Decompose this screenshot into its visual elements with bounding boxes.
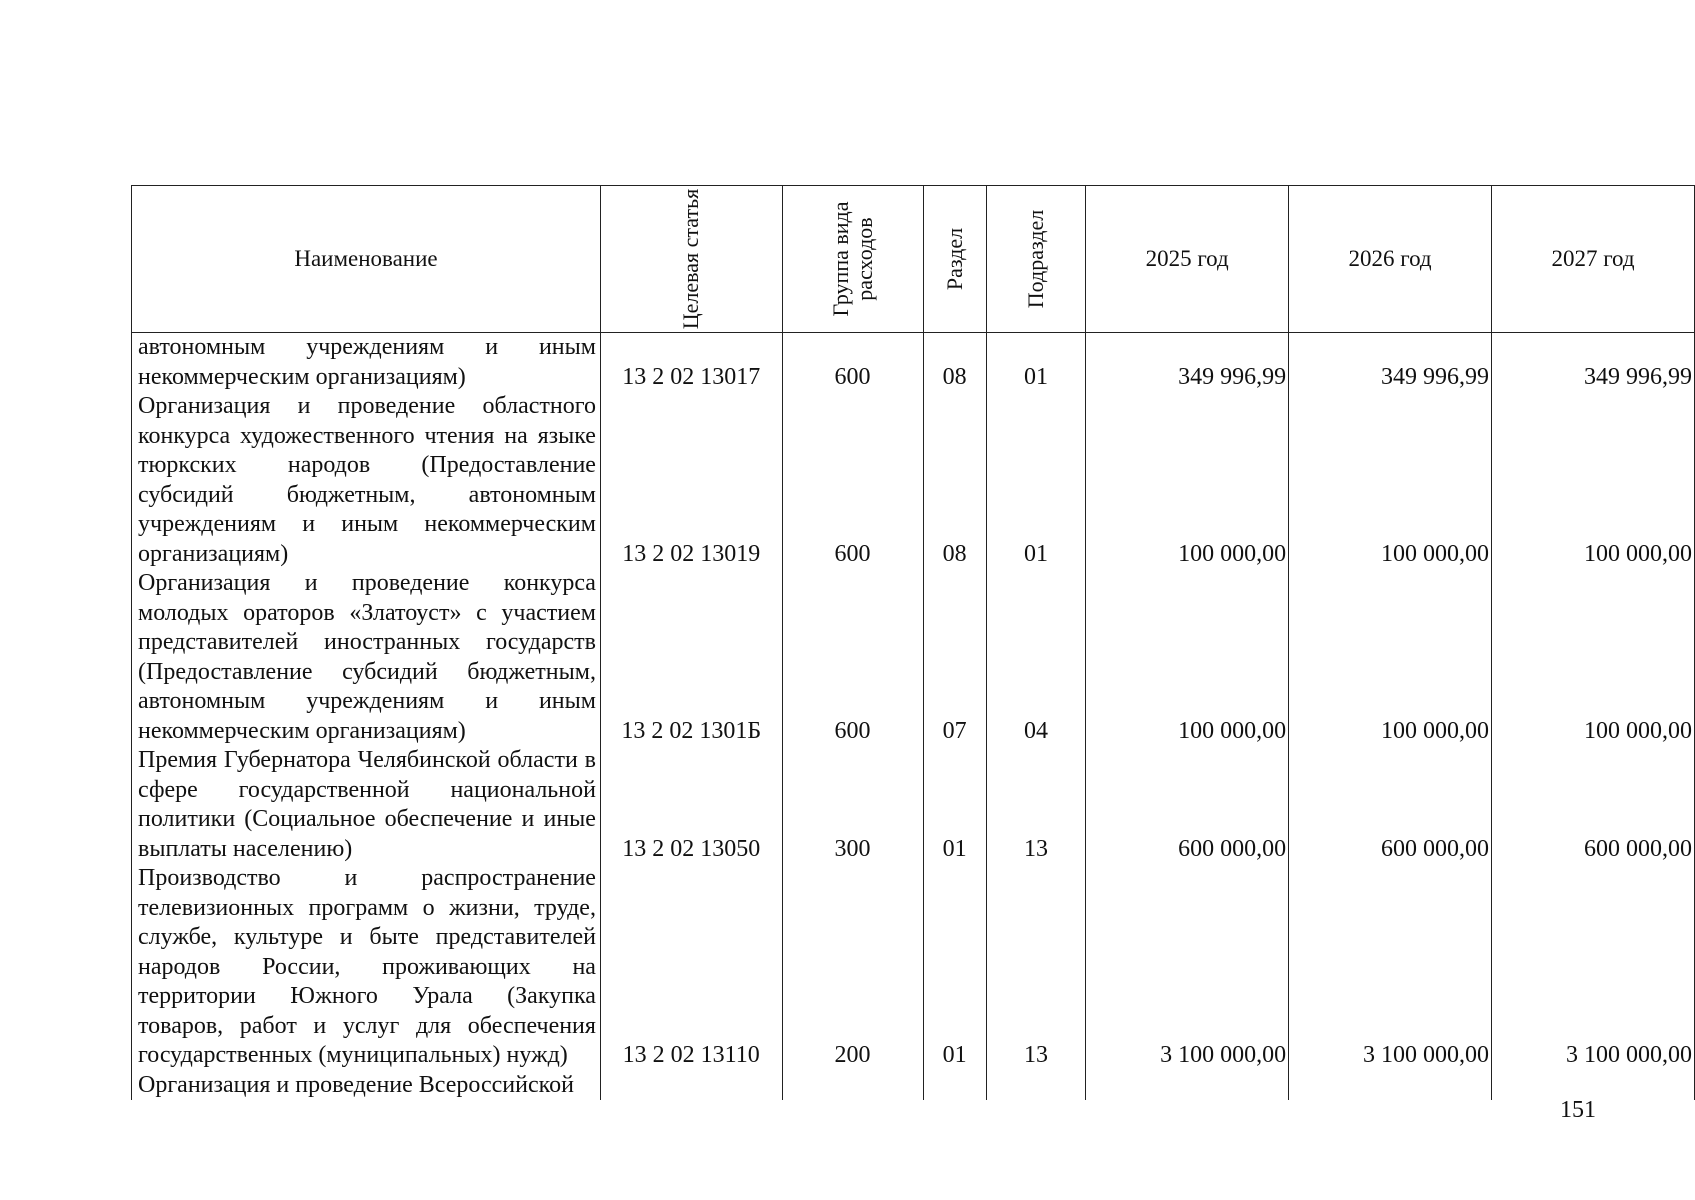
- row-code: 13 2 02 1301Б: [600, 569, 782, 746]
- row-2025: 100 000,00: [1086, 392, 1289, 569]
- row-2026: 100 000,00: [1289, 392, 1492, 569]
- table-row: [132, 333, 1695, 393]
- table-row: [132, 864, 1695, 1071]
- row-2025: 349 996,99: [1086, 333, 1289, 393]
- row-2025: 600 000,00: [1086, 746, 1289, 864]
- header-expense-group: [782, 186, 923, 333]
- row-2026: 349 996,99: [1289, 333, 1492, 393]
- row-subsection: 01: [986, 333, 1085, 393]
- budget-table: [131, 185, 1695, 1100]
- header-expense-group-label: Группа вида расходов: [827, 201, 877, 316]
- table-row: [132, 746, 1695, 864]
- row-code: 13 2 02 13019: [600, 392, 782, 569]
- row-2027: 100 000,00: [1492, 569, 1695, 746]
- budget-table-container: [131, 185, 1695, 1100]
- row-group: 600: [782, 392, 923, 569]
- row-2025: 3 100 000,00: [1086, 864, 1289, 1071]
- row-group: 200: [782, 864, 923, 1071]
- header-code-label: Целевая статья: [678, 188, 704, 330]
- row-code: 13 2 02 13050: [600, 746, 782, 864]
- row-name: Премия Губернатора Челябинской области в сфере государственной национальной политики (Социальное обеспечение и иные выплаты населению): [132, 746, 601, 864]
- header-name: Наименование: [132, 186, 601, 333]
- page-number: 151: [1560, 1097, 1596, 1123]
- row-section: 08: [923, 333, 986, 393]
- row-2025: [1086, 1071, 1289, 1101]
- row-section: 07: [923, 569, 986, 746]
- row-name: Производство и распространение телевизионных программ о жизни, труде, службе, культуре и быте представителей народов России, проживающих на территории Южного Урала (Закупка товаров, работ и услуг для обеспечения государственных (муниципальных) нужд): [132, 864, 601, 1071]
- row-name: Организация и проведение конкурса молодых ораторов «Златоуст» с участием представителей иностранных государств (Предоставление субсидий бюджетным, автономным учреждениям и иным некоммерческим организациям): [132, 569, 601, 746]
- row-section: 08: [923, 392, 986, 569]
- row-name: автономным учреждениям и иным некоммерческим организациям): [132, 333, 601, 393]
- row-name: Организация и проведение Всероссийской: [132, 1071, 601, 1101]
- row-group: 300: [782, 746, 923, 864]
- row-2027: [1492, 1071, 1695, 1101]
- row-code: 13 2 02 13110: [600, 864, 782, 1071]
- row-section: 01: [923, 746, 986, 864]
- row-2025: 100 000,00: [1086, 569, 1289, 746]
- row-2026: [1289, 1071, 1492, 1101]
- row-2027: 349 996,99: [1492, 333, 1695, 393]
- table-row: [132, 569, 1695, 746]
- header-2026: 2026 год: [1289, 186, 1492, 333]
- row-2026: 100 000,00: [1289, 569, 1492, 746]
- row-subsection: 04: [986, 569, 1085, 746]
- table-header-row: [132, 186, 1695, 333]
- row-subsection: 01: [986, 392, 1085, 569]
- row-2026: 600 000,00: [1289, 746, 1492, 864]
- header-subsection: [986, 186, 1085, 333]
- row-subsection: 13: [986, 746, 1085, 864]
- header-code: [600, 186, 782, 333]
- header-section: [923, 186, 986, 333]
- row-code: [600, 1071, 782, 1101]
- row-2027: 600 000,00: [1492, 746, 1695, 864]
- row-group: [782, 1071, 923, 1101]
- row-2027: 100 000,00: [1492, 392, 1695, 569]
- row-section: [923, 1071, 986, 1101]
- row-code: 13 2 02 13017: [600, 333, 782, 393]
- row-2026: 3 100 000,00: [1289, 864, 1492, 1071]
- row-subsection: [986, 1071, 1085, 1101]
- header-section-label: Раздел: [941, 227, 967, 291]
- header-subsection-label: Подраздел: [1022, 209, 1048, 309]
- row-name: Организация и проведение областного конкурса художественного чтения на языке тюркских народов (Предоставление субсидий бюджетным, автономным учреждениям и иным некоммерческим организациям): [132, 392, 601, 569]
- header-2025: 2025 год: [1086, 186, 1289, 333]
- header-2027: 2027 год: [1492, 186, 1695, 333]
- row-2027: 3 100 000,00: [1492, 864, 1695, 1071]
- row-group: 600: [782, 569, 923, 746]
- table-row: [132, 392, 1695, 569]
- table-row: [132, 1071, 1695, 1101]
- row-group: 600: [782, 333, 923, 393]
- row-subsection: 13: [986, 864, 1085, 1071]
- row-section: 01: [923, 864, 986, 1071]
